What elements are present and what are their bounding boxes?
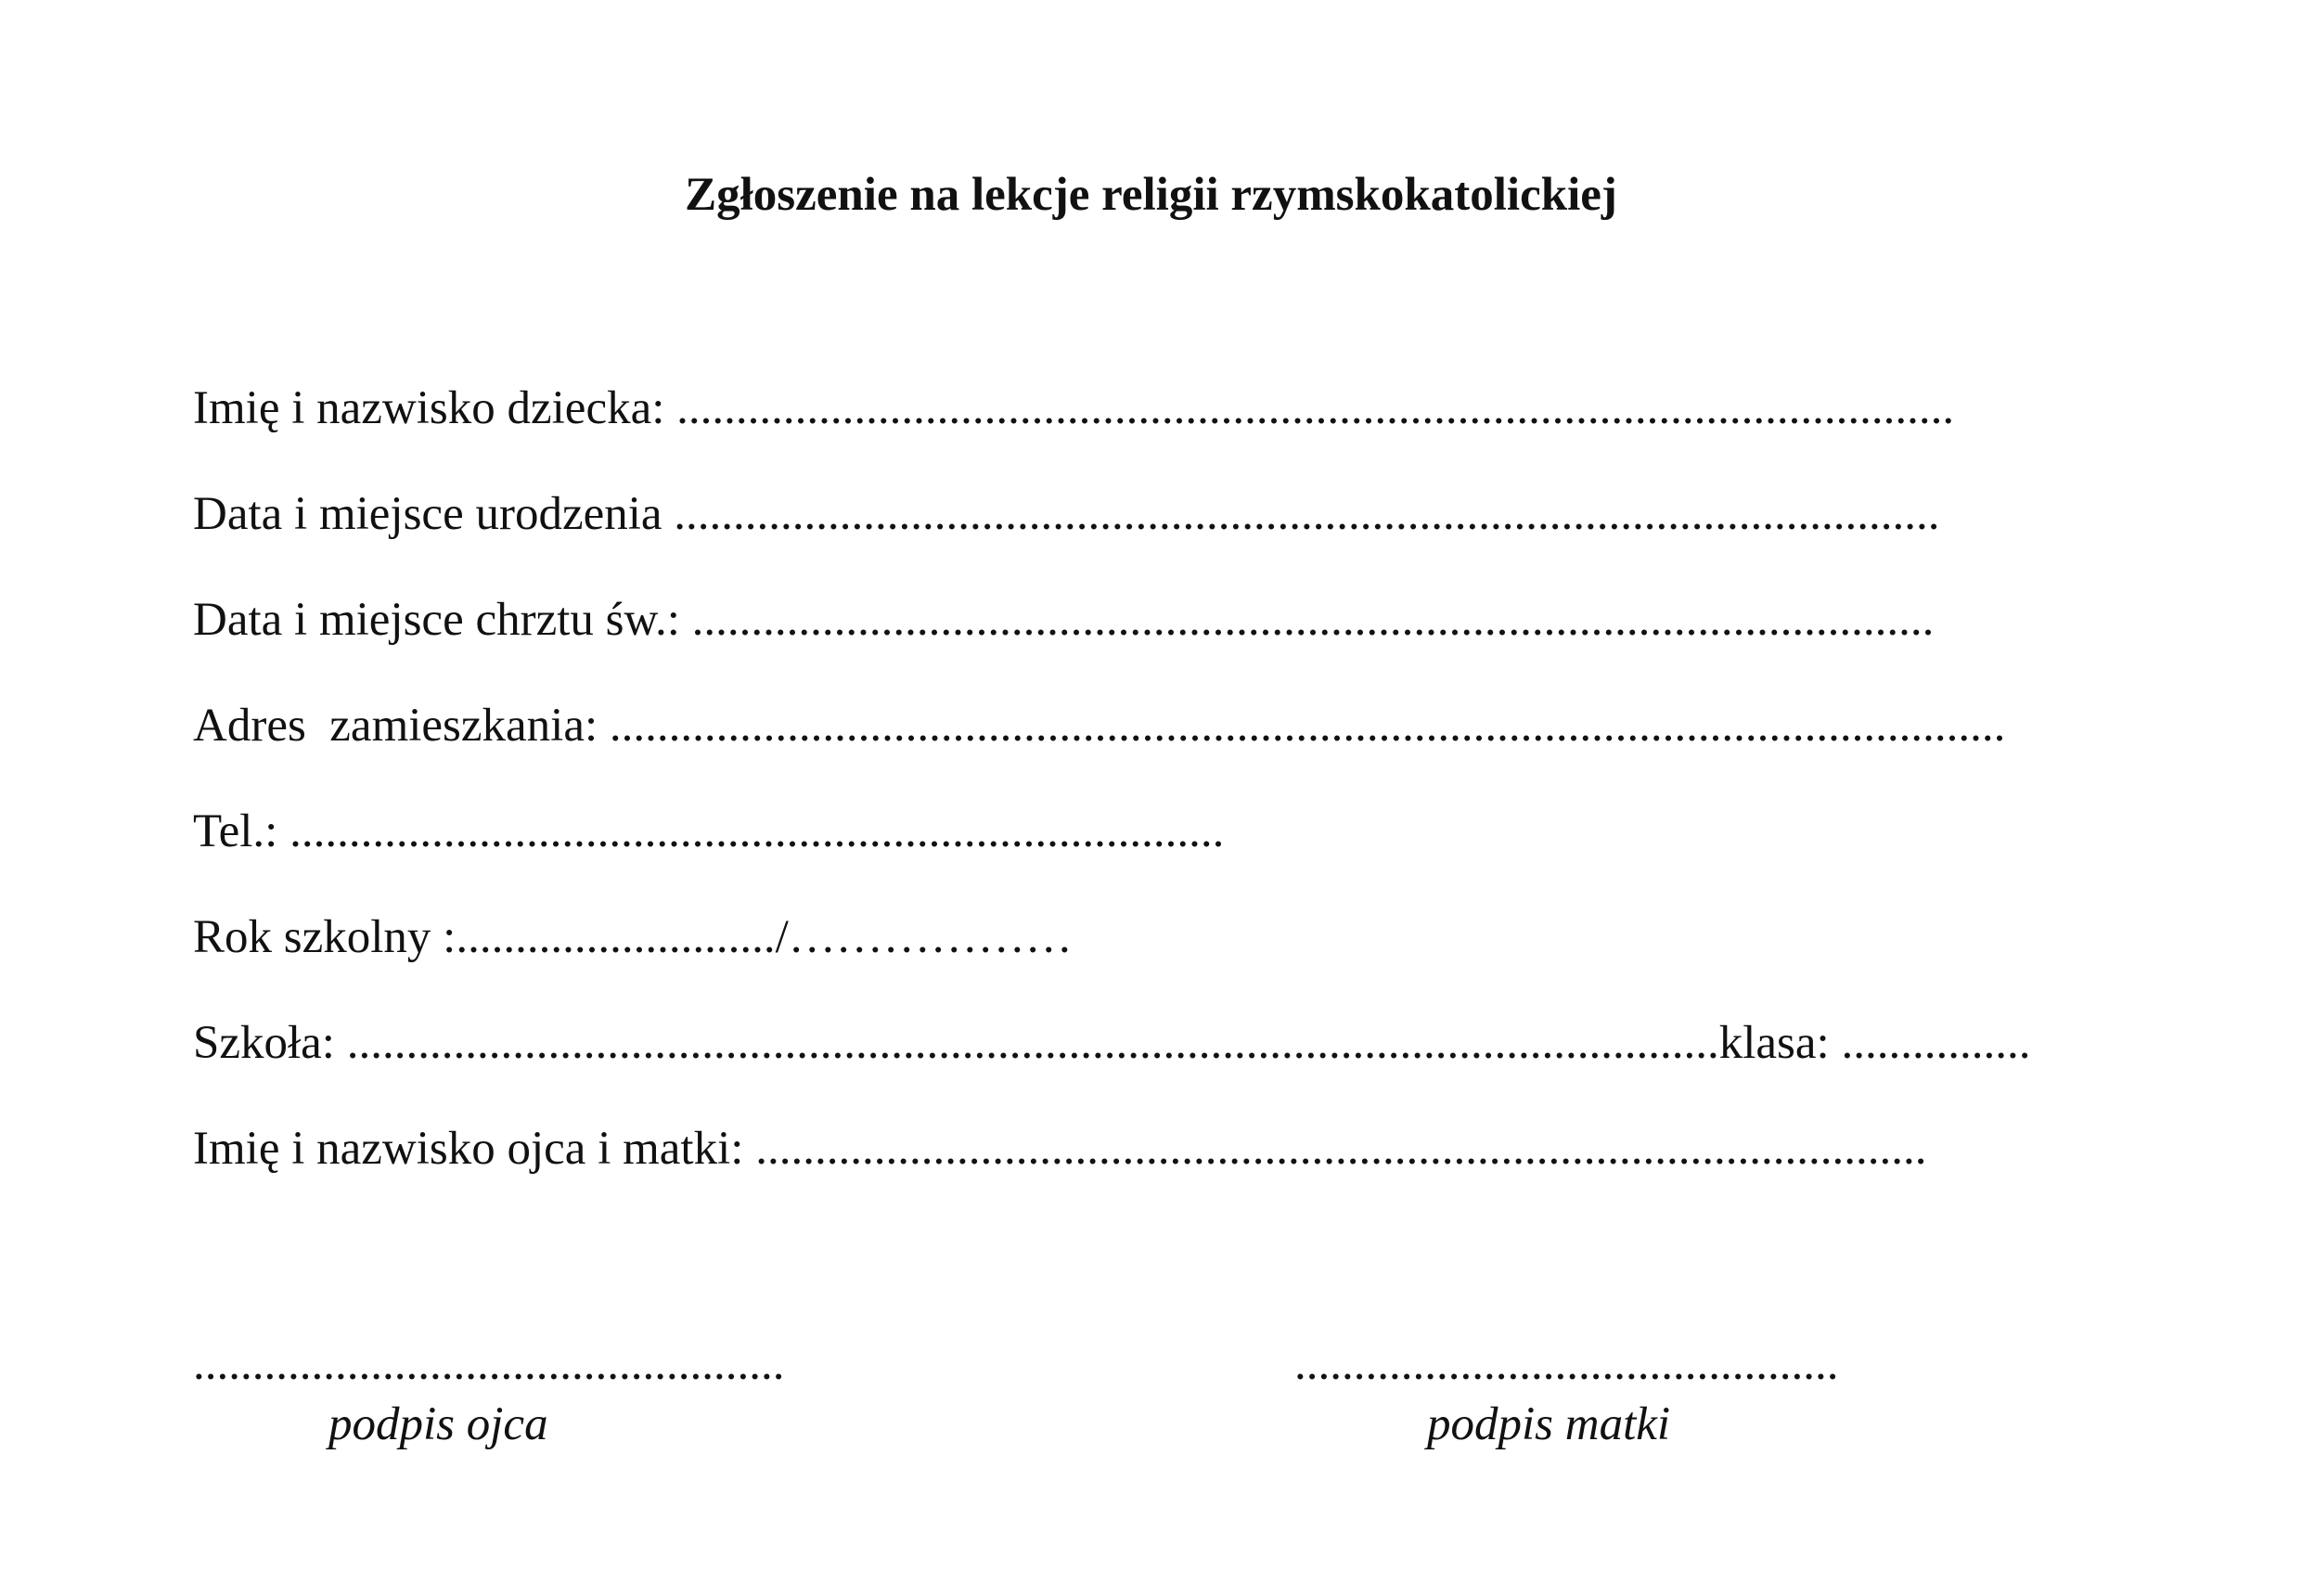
field-parents-names[interactable] <box>193 1121 1926 1177</box>
field-dots[interactable]: .................................................................................................................... <box>334 1017 1719 1069</box>
field-dots[interactable]: ............................................................................... <box>277 805 1225 857</box>
field-label: Imię i nazwisko dziecka: <box>193 382 665 434</box>
field-dots[interactable]: .........................../……………… <box>456 911 1073 963</box>
mother-signature-label: podpis matki <box>1427 1398 1671 1450</box>
field-label: Data i miejsce chrztu św.: <box>193 594 680 646</box>
field-class-dots[interactable]: ................ <box>1829 1017 2031 1069</box>
field-label: Adres zamieszkania: <box>193 700 598 752</box>
field-label: Rok szkolny : <box>193 911 457 963</box>
mother-signature-line[interactable]: .............................................. <box>1294 1338 1839 1390</box>
field-child-name[interactable] <box>193 380 1954 436</box>
field-label: Imię i nazwisko ojca i matki: <box>193 1123 744 1175</box>
field-label: Szkoła: <box>193 1017 335 1069</box>
field-school[interactable] <box>193 1015 2030 1071</box>
field-class-label: klasa: <box>1718 1017 1830 1069</box>
field-birth-date-place[interactable] <box>193 486 1940 542</box>
field-dots[interactable]: ................................................................................................... <box>743 1123 1927 1175</box>
field-label: Data i miejsce urodzenia <box>193 488 662 540</box>
field-phone[interactable] <box>193 804 1224 859</box>
field-address[interactable] <box>193 698 2005 753</box>
field-dots[interactable]: ............................................................................................................ <box>664 382 1955 434</box>
field-school-year[interactable] <box>193 909 1073 965</box>
field-dots[interactable]: ......................................................................................................... <box>679 594 1935 646</box>
field-dots[interactable]: ...................................................................................................................... <box>598 700 2006 752</box>
father-signature-label: podpis ojca <box>328 1398 548 1450</box>
field-dots[interactable]: ........................................................................................................... <box>662 488 1940 540</box>
field-baptism-date-place[interactable] <box>193 592 1934 648</box>
father-signature-line[interactable]: .................................................. <box>193 1338 785 1390</box>
form-title: Zgłoszenie na lekcje religii rzymskokatolickiej <box>685 169 1617 221</box>
field-label: Tel.: <box>193 805 278 857</box>
